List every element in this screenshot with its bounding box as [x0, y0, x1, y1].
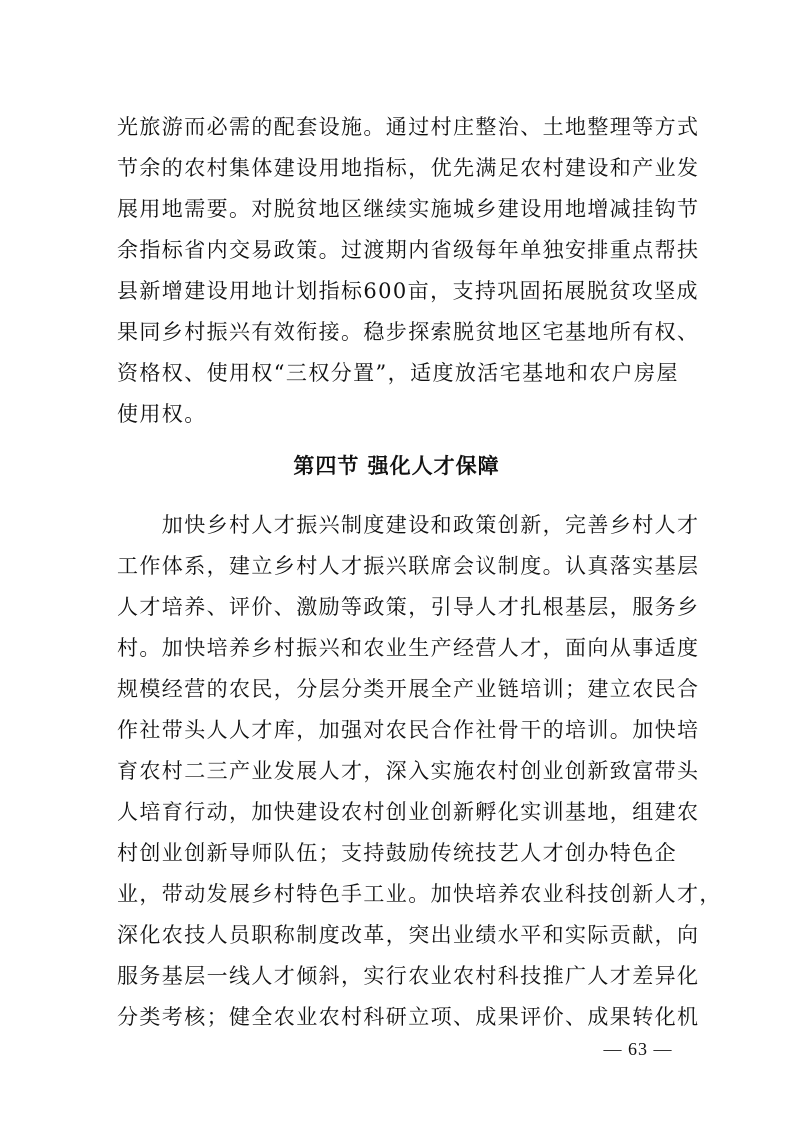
page-number: — 63 —: [603, 1039, 673, 1059]
text-line: 人培育行动，加快建设农村创业创新孵化实训基地，组建农: [117, 800, 700, 824]
text-line: 光旅游而必需的配套设施。通过村庄整治、土地整理等方式: [117, 115, 700, 139]
text-line: 加快乡村人才振兴制度建设和政策创新，完善乡村人才: [117, 513, 700, 537]
text-line: 节余的农村集体建设用地指标，优先满足农村建设和产业发: [117, 156, 700, 180]
text-line: 展用地需要。对脱贫地区继续实施城乡建设用地增减挂钩节: [117, 197, 700, 221]
text-line: 分类考核；健全农业农村科研立项、成果评价、成果转化机: [117, 1005, 700, 1029]
text-line: 村。加快培养乡村振兴和农业生产经营人才，面向从事适度: [117, 636, 700, 660]
text-line: 人才培养、评价、激励等政策，引导人才扎根基层，服务乡: [117, 595, 700, 619]
text-line: 业，带动发展乡村特色手工业。加快培养农业科技创新人才，: [117, 882, 722, 906]
text-line: 县新增建设用地计划指标600亩，支持巩固拓展脱贫攻坚成: [117, 279, 699, 303]
text-line: 使用权。: [117, 402, 207, 426]
text-line: 规模经营的农民，分层分类开展全产业链培训；建立农民合: [117, 677, 700, 701]
text-line: 村创业创新导师队伍；支持鼓励传统技艺人才创办特色企: [117, 841, 677, 865]
section-heading: 第四节 强化人才保障: [293, 454, 500, 478]
text-line: 资格权、使用权“三权分置”，适度放活宅基地和农户房屋: [117, 361, 679, 385]
text-line: 深化农技人员职称制度改革，突出业绩水平和实际贡献，向: [117, 923, 700, 947]
text-line: 果同乡村振兴有效衔接。稳步探索脱贫地区宅基地所有权、: [117, 320, 700, 344]
text-line: 服务基层一线人才倾斜，实行农业农村科技推广人才差异化: [117, 964, 700, 988]
text-line: 工作体系，建立乡村人才振兴联席会议制度。认真落实基层: [117, 554, 700, 578]
text-line: 育农村二三产业发展人才，深入实施农村创业创新致富带头: [117, 759, 700, 783]
text-line: 余指标省内交易政策。过渡期内省级每年单独安排重点帮扶: [117, 238, 700, 262]
text-line: 作社带头人人才库，加强对农民合作社骨干的培训。加快培: [117, 718, 700, 742]
